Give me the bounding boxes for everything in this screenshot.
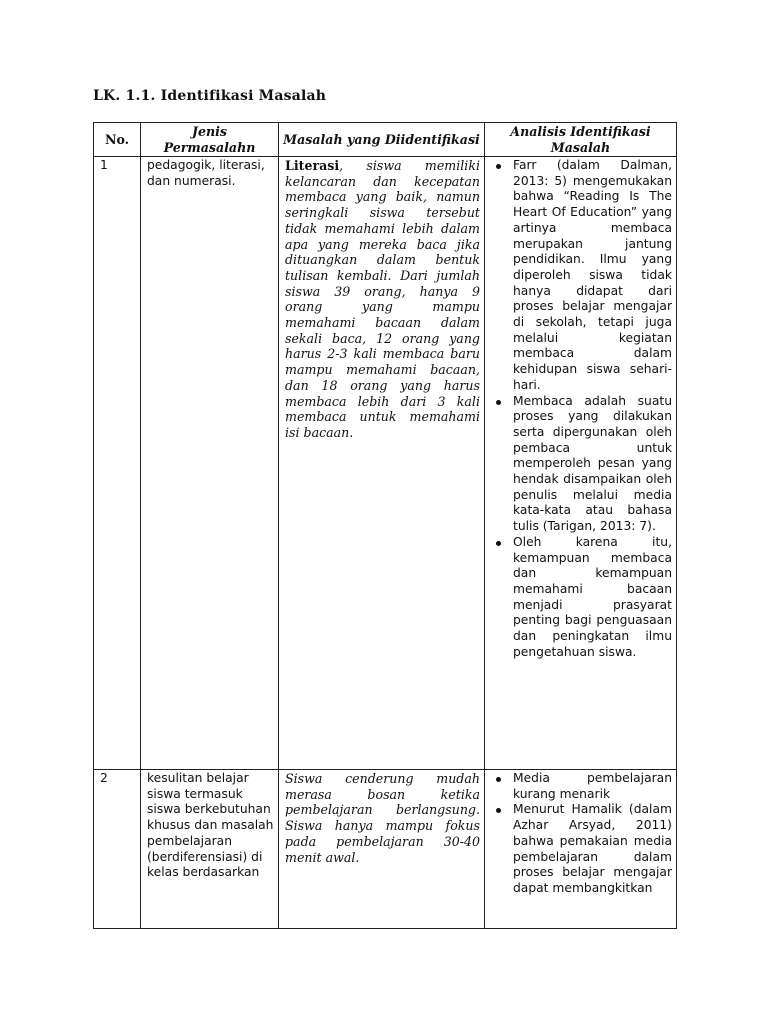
masalah-keyword: Literasi — [285, 158, 340, 173]
masalah-cell: Siswa cenderung mudah merasa bosan ketika pembelajaran berlangsung. Siswa hanya mampu fokus pada pembelajaran 30-40 menit awal. — [279, 770, 485, 929]
analisis-list — [491, 771, 672, 897]
header-jenis: Jenis Permasalahn — [141, 123, 279, 157]
list-item: Menurut Hamalik (dalam Azhar Arsyad, 2011) bahwa pemakaian media pembelajaran dalam proses belajar mengajar dapat membangkitkan — [491, 802, 672, 896]
analisis-list — [491, 158, 672, 661]
analisis-cell — [485, 157, 677, 770]
jenis-cell: kesulitan belajar siswa termasuk siswa berkebutuhan khusus dan masalah pembelajaran (berdiferensiasi) di kelas berdasarkan — [141, 770, 279, 929]
identification-table — [93, 122, 677, 929]
row-number: 1 — [94, 157, 141, 770]
list-item: Oleh karena itu, kemampuan membaca dan kemampuan memahami bacaan menjadi prasyarat penting bagi penguasaan dan peningkatan ilmu pengetahuan siswa. — [491, 535, 672, 661]
list-item: Farr (dalam Dalman, 2013: 5) mengemukakan bahwa “Reading Is The Heart Of Education” yang artinya membaca merupakan jantung pendidikan. Ilmu yang diperoleh siswa tidak hanya didapat dari proses belajar mengajar di sekolah, tetapi juga melalui kegiatan membaca dalam kehidupan siswa sehari-hari. — [491, 158, 672, 394]
analisis-cell — [485, 770, 677, 929]
jenis-cell: pedagogik, literasi, dan numerasi. — [141, 157, 279, 770]
document-title: LK. 1.1. Identifikasi Masalah — [93, 88, 327, 104]
header-masalah: Masalah yang Diidentifikasi — [279, 123, 485, 157]
row-number: 2 — [94, 770, 141, 929]
header-no: No. — [94, 123, 141, 157]
list-item: Membaca adalah suatu proses yang dilakukan serta dipergunakan oleh pembaca untuk memperoleh pesan yang hendak disampaikan oleh penulis melalui media kata-kata atau bahasa tulis (Tarigan, 2013: 7). — [491, 394, 672, 535]
table-row — [94, 157, 677, 770]
header-analisis: Analisis Identifikasi Masalah — [485, 123, 677, 157]
table-header-row — [94, 123, 677, 157]
list-item: Media pembelajaran kurang menarik — [491, 771, 672, 802]
table-row — [94, 770, 677, 929]
masalah-cell — [279, 157, 485, 770]
masalah-text: , siswa memiliki kelancaran dan kecepatan membaca yang baik, namun seringkali siswa tersebut tidak memahami lebih dalam apa yang mereka baca jika dituangkan dalam bentuk tulisan kembali. Dari jumlah siswa 39 orang, hanya 9 orang yang mampu memahami bacaan dalam sekali baca, 12 orang yang harus 2-3 kali membaca baru mampu memahami bacaan, dan 18 orang yang harus membaca lebih dari 3 kali membaca untuk memahami isi bacaan. — [285, 158, 480, 440]
